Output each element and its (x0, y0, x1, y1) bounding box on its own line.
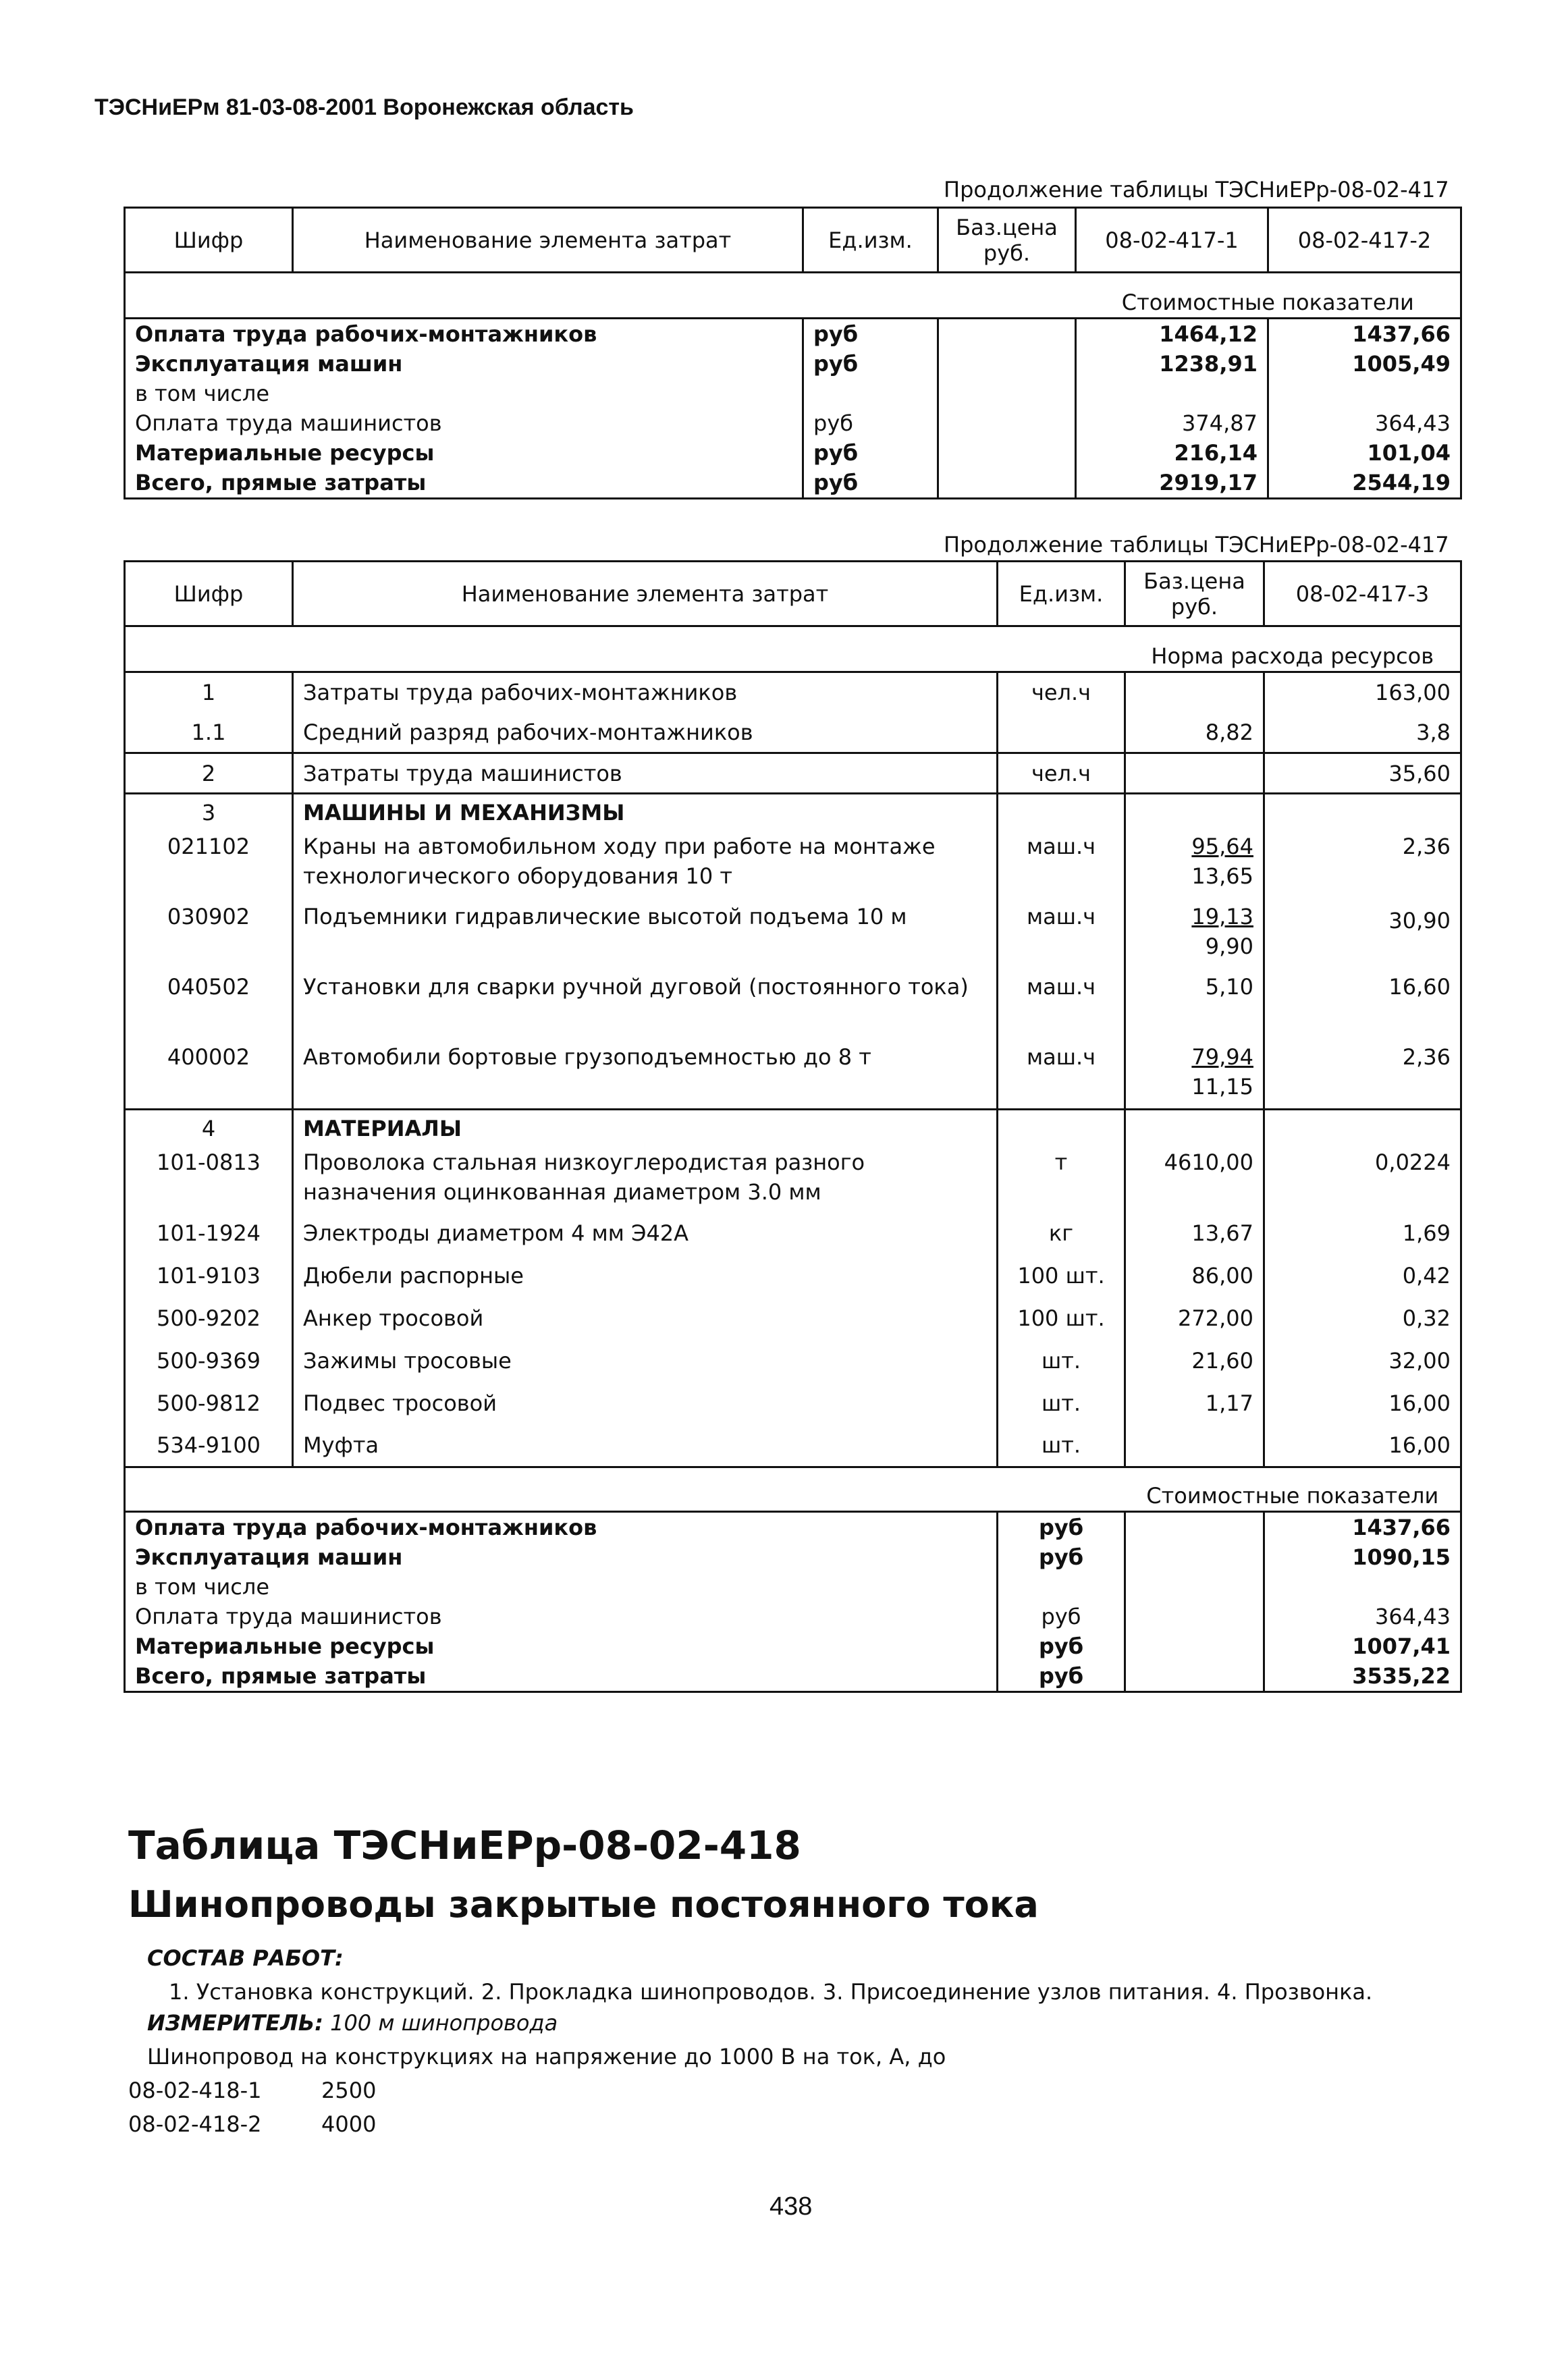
t1-col-v1: 08-02-417-1 (1076, 208, 1268, 273)
table-row: Эксплуатация машин руб 1238,91 1005,49 (125, 349, 1461, 379)
table-row: 1 Затраты труда рабочих-монтажников чел.ч 163,00 (125, 672, 1461, 713)
t1-col-price: Баз.цена руб. (938, 208, 1076, 273)
table-row: 101-0813 Проволока стальная низкоуглеродистая разного назначения оцинкованная диаметром 3.0 мм т 4610,00 0,0224 (125, 1147, 1461, 1212)
t2-col-price: Баз.цена руб. (1125, 562, 1264, 626)
table-row: Оплата труда машинистов руб 374,87 364,43 (125, 408, 1461, 438)
table-row: Оплата труда рабочих-монтажников руб 1464,12 1437,66 (125, 319, 1461, 350)
section-subtitle: Шинопроводы закрытые постоянного тока (128, 1883, 1039, 1926)
table-row: 534-9100 Муфта шт. 16,00 (125, 1425, 1461, 1467)
table-row: Эксплуатация машин руб 1090,15 (125, 1542, 1461, 1572)
t1-col-v2: 08-02-417-2 (1268, 208, 1461, 273)
table2 (124, 560, 1462, 1693)
t2-section-cost: Стоимостные показатели (1125, 1481, 1461, 1512)
table-row: Всего, прямые затраты руб 3535,22 (125, 1661, 1461, 1692)
description: Шинопровод на конструкциях на напряжение до 1000 В на ток, А, до (147, 2044, 946, 2069)
list-item: 08-02-418-1 2500 (128, 2078, 377, 2103)
t2-col-value: 08-02-417-3 (1264, 562, 1461, 626)
table-row: 1.1 Средний разряд рабочих-монтажников 8,82 3,8 (125, 713, 1461, 753)
table-row: 101-9103 Дюбели распорные 100 шт. 86,00 0,42 (125, 1255, 1461, 1297)
table2-caption: Продолжение таблицы ТЭСНиЕРр-08-02-417 (944, 532, 1449, 558)
t2-section-norm: Норма расхода ресурсов (1125, 641, 1461, 672)
work-composition-label: СОСТАВ РАБОТ: (147, 1945, 344, 1971)
table-row: в том числе (125, 379, 1461, 408)
t1-col-code: Шифр (125, 208, 293, 273)
table1 (124, 207, 1462, 499)
t2-col-name: Наименование элемента затрат (293, 562, 998, 626)
table-row: 021102 Краны на автомобильном ходу при работе на монтаже технологического оборудования 10 т маш.ч 95,64 13,65 2,36 (125, 832, 1461, 902)
table-row: в том числе (125, 1572, 1461, 1602)
measure-unit: ИЗМЕРИТЕЛЬ: 100 м шинопровода (147, 2010, 558, 2036)
t1-section-title: Стоимостные показатели (1076, 288, 1461, 319)
page-header: ТЭСНиЕРм 81-03-08-2001 Воронежская область (94, 94, 634, 120)
t2-col-unit: Ед.изм. (998, 562, 1125, 626)
t1-col-unit: Ед.изм. (803, 208, 938, 273)
table-row: 500-9202 Анкер тросовой 100 шт. 272,00 0,32 (125, 1297, 1461, 1340)
table-row: Оплата труда машинистов руб 364,43 (125, 1602, 1461, 1631)
t1-col-name: Наименование элемента затрат (293, 208, 803, 273)
table1-caption: Продолжение таблицы ТЭСНиЕРр-08-02-417 (944, 177, 1449, 202)
list-item: 08-02-418-2 4000 (128, 2111, 377, 2137)
work-composition-text: 1. Установка конструкций. 2. Прокладка шинопроводов. 3. Присоединение узлов питания. 4. Прозвонка. (169, 1979, 1373, 2005)
table-row: Всего, прямые затраты руб 2919,17 2544,19 (125, 468, 1461, 499)
table-row: 400002 Автомобили бортовые грузоподъемностью до 8 т маш.ч 79,94 11,15 2,36 (125, 1042, 1461, 1110)
table-row: Оплата труда рабочих-монтажников руб 1437,66 (125, 1512, 1461, 1543)
table-row: 2 Затраты труда машинистов чел.ч 35,60 (125, 753, 1461, 794)
table-row: 101-1924 Электроды диаметром 4 мм Э42А кг 13,67 1,69 (125, 1212, 1461, 1255)
page-number: 438 (769, 2192, 813, 2221)
section-row-machines: 3 МАШИНЫ И МЕХАНИЗМЫ (125, 794, 1461, 832)
table-row: 030902 Подъемники гидравлические высотой подъема 10 м маш.ч 19,13 9,90 30,90 (125, 902, 1461, 972)
table-row: 040502 Установки для сварки ручной дуговой (постоянного тока) маш.ч 5,10 16,60 (125, 972, 1461, 1042)
table-row: Материальные ресурсы руб 1007,41 (125, 1631, 1461, 1661)
table-row: 500-9369 Зажимы тросовые шт. 21,60 32,00 (125, 1340, 1461, 1382)
section-row-materials: 4 МАТЕРИАЛЫ (125, 1110, 1461, 1147)
section-title: Таблица ТЭСНиЕРр-08-02-418 (128, 1822, 801, 1868)
table-row: Материальные ресурсы руб 216,14 101,04 (125, 438, 1461, 468)
t2-col-code: Шифр (125, 562, 293, 626)
table-row: 500-9812 Подвес тросовой шт. 1,17 16,00 (125, 1382, 1461, 1425)
